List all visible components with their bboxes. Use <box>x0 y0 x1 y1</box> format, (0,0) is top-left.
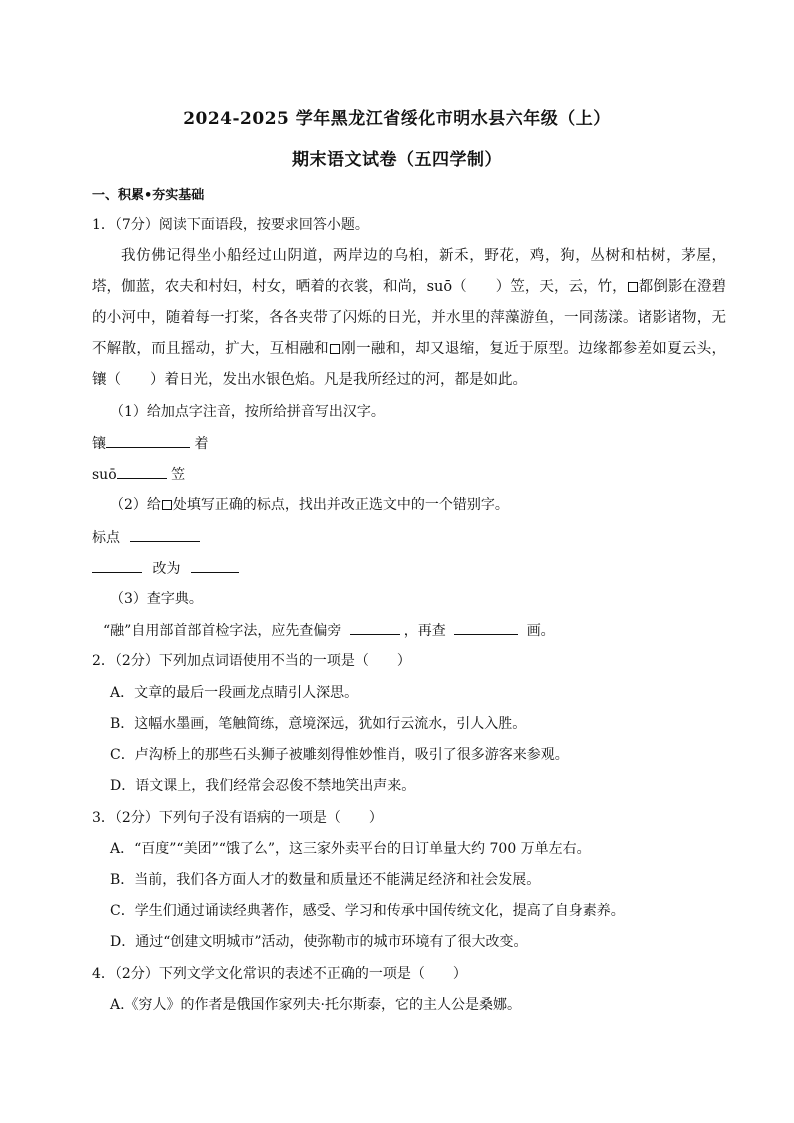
q1-sub1-a-after: 着 <box>194 436 209 452</box>
q2-option-b: B．这幅水墨画，笔触简练，意境深远，犹如行云流水，引人入胜。 <box>110 716 527 732</box>
answer-blank[interactable] <box>130 527 200 542</box>
q1-sub2-correction <box>92 558 724 579</box>
q1-sub1-item-b <box>92 464 724 485</box>
q1-sub1-item-a <box>92 433 724 454</box>
q4-option-a: A.《穷人》的作者是俄国作家列夫·托尔斯泰，它的主人公是桑娜。 <box>110 997 522 1013</box>
q1-sub2-lead: （2）给 <box>110 497 161 513</box>
q3-option-d: D．通过“创建文明城市”活动，使弥勒市的城市环境有了很大改变。 <box>110 934 528 950</box>
blank-box-icon <box>628 282 638 292</box>
punct-label: 标点 <box>92 530 120 546</box>
q1-passage <box>92 241 726 396</box>
q1-sub1-a-char: 镶 <box>92 436 106 452</box>
answer-blank[interactable] <box>106 433 190 448</box>
answer-blank[interactable] <box>454 620 518 635</box>
exam-title-line1: 2024-2025 学年黑龙江省绥化市明水县六年级（上） <box>183 109 611 129</box>
sub3-text-b: ，再查 <box>403 623 446 639</box>
section-heading: 一、积累•夯实基础 <box>92 188 205 203</box>
q1-passage-part3: 刚一融和，却又退缩，复近于原型。边缘都参差如夏云头，镶（ ）着日光，发出水银色焰。凡是我所经过的河，都是如此。 <box>92 341 726 388</box>
sub3-text-a: “融”自用部首部首检字法，应先查偏旁 <box>103 623 342 639</box>
q3-stem: 3．（2分）下列句子没有语病的一项是（ ） <box>92 810 383 826</box>
q1-sub1: （1）给加点字注音，按所给拼音写出汉字。 <box>110 404 385 420</box>
q1-sub3-line <box>103 620 724 641</box>
q2-option-a: A．文章的最后一段画龙点睛引人深思。 <box>110 685 359 701</box>
q3-option-c: C．学生们通过诵读经典著作，感受、学习和传承中国传统文化，提高了自身素养。 <box>110 903 625 919</box>
q1-passage-part1: 我仿佛记得坐小船经过山阴道，两岸边的乌桕，新禾，野花，鸡，狗，丛树和枯树，茅屋，塔，伽蓝，农夫和村妇，村女，晒着的衣裳，和尚，suō（ ）笠，天，云，竹， <box>92 248 726 295</box>
q3-option-a: A．“百度”“美团”“饿了么”，这三家外卖平台的日订单量大约 700 万单左右。 <box>110 841 591 857</box>
q4-stem: 4．（2分）下列文学文化常识的表述不正确的一项是（ ） <box>92 966 467 982</box>
change-label: 改为 <box>152 561 181 577</box>
q1-stem: 1．（7分）阅读下面语段，按要求回答小题。 <box>92 217 369 233</box>
exam-title-line2: 期末语文试卷（五四学制） <box>292 150 502 170</box>
q1-sub3: （3）查字典。 <box>110 591 203 607</box>
answer-blank[interactable] <box>92 558 142 573</box>
answer-blank[interactable] <box>191 558 239 573</box>
q2-stem: 2．（2分）下列加点词语使用不当的一项是（ ） <box>92 653 411 669</box>
q1-sub2 <box>110 495 724 515</box>
blank-box-icon <box>330 344 340 354</box>
answer-blank[interactable] <box>117 464 167 479</box>
q1-passage-part2: 都倒影在澄碧的小河中，随着每一打桨，各各夹带了闪烁的日光，并水里的萍藻游鱼，一同荡漾。诸影诸物，无不解散，而且摇动，扩大，互相融和 <box>92 279 727 357</box>
q2-option-d: D．语文课上，我们经常会忍俊不禁地笑出声来。 <box>110 778 416 794</box>
sub3-text-c: 画。 <box>526 623 555 639</box>
q1-sub1-b-after: 笠 <box>171 467 186 483</box>
q1-sub2-punct <box>92 527 724 548</box>
blank-box-icon <box>162 500 172 510</box>
answer-blank[interactable] <box>350 620 400 635</box>
q1-sub2-rest: 处填写正确的标点，找出并改正选文中的一个错别字。 <box>172 497 509 513</box>
q3-option-b: B．当前，我们各方面人才的数量和质量还不能满足经济和社会发展。 <box>110 872 541 888</box>
q2-option-c: C．卢沟桥上的那些石头狮子被雕刻得惟妙惟肖，吸引了很多游客来参观。 <box>110 747 569 763</box>
q1-sub1-b-pinyin: suō <box>92 467 117 483</box>
